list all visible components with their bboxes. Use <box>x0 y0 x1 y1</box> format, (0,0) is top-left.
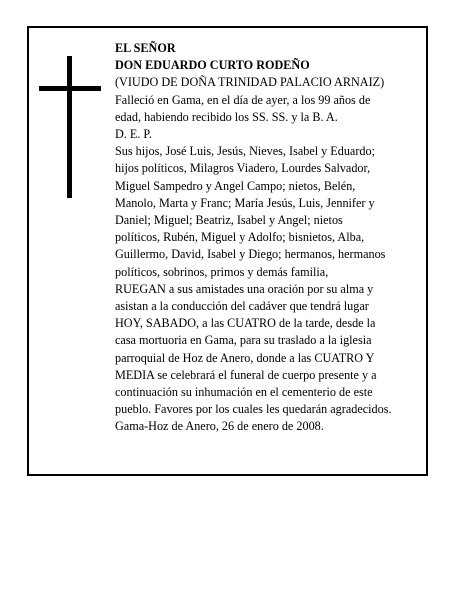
notice-text <box>115 40 427 436</box>
widower-line: (VIUDO DE DOÑA TRINIDAD PALACIO ARNAIZ) <box>115 75 385 90</box>
body-line: Manolo, Marta y Franc; María Jesús, Luis, Jennifer y <box>115 195 375 210</box>
body-line: políticos, Rubén, Miguel y Adolfo; bisnietos, Alba, <box>115 230 365 245</box>
body-line: parroquial de Hoz de Anero, donde a las CUATRO Y <box>115 350 375 365</box>
body-line: Guillermo, David, Isabel y Diego; hermanos, hermanos <box>115 247 386 262</box>
body-line: casa mortuoria en Gama, para su traslado a la iglesia <box>115 333 372 348</box>
body-line: RUEGAN a sus amistades una oración por su alma y <box>115 281 374 296</box>
body-line: Falleció en Gama, en el día de ayer, a los 99 años de <box>115 92 371 107</box>
body-line: HOY, SABADO, a las CUATRO de la tarde, desde la <box>115 316 376 331</box>
body-line: Sus hijos, José Luis, Jesús, Nieves, Isabel y Eduardo; <box>115 144 375 159</box>
body-line: asistan a la conducción del cadáver que tendrá lugar <box>115 299 369 314</box>
deceased-name: DON EDUARDO CURTO RODEÑO <box>115 58 310 73</box>
date-line: Gama-Hoz de Anero, 26 de enero de 2008. <box>115 419 324 434</box>
body-line: Daniel; Miguel; Beatriz, Isabel y Angel; nietos <box>115 213 343 228</box>
body-line: continuación su inhumación en el cementerio de este <box>115 385 373 400</box>
cross-horizontal-bar <box>39 86 101 91</box>
body-line: Miguel Sampedro y Angel Campo; nietos, Belén, <box>115 178 356 193</box>
cross-vertical-bar <box>67 56 72 198</box>
body-line: hijos políticos, Milagros Viadero, Lourdes Salvador, <box>115 161 371 176</box>
body-line: pueblo. Favores por los cuales les quedarán agradecidos. <box>115 402 392 417</box>
notice-heading: EL SEÑOR <box>115 41 176 55</box>
body-line: políticos, sobrinos, primos y demás familia, <box>115 264 329 279</box>
body-line: MEDIA se celebrará el funeral de cuerpo presente y a <box>115 367 377 382</box>
cross-icon <box>39 56 101 198</box>
body-line: edad, habiendo recibido los SS. SS. y la B. A. <box>115 109 338 124</box>
rip-line: D. E. P. <box>115 127 152 142</box>
obituary-notice-frame <box>27 26 428 476</box>
